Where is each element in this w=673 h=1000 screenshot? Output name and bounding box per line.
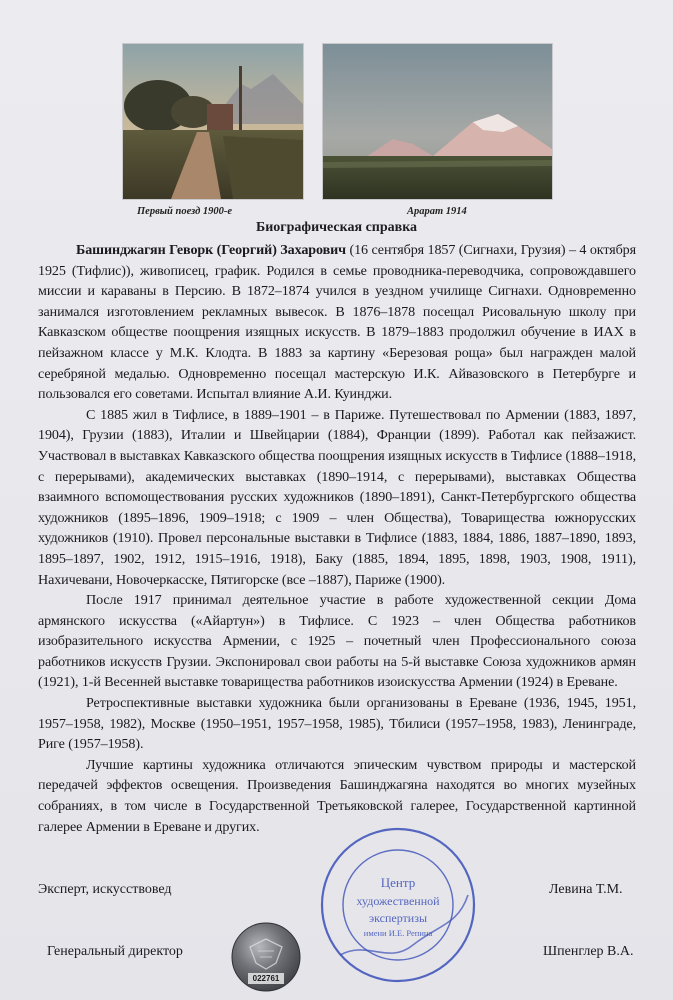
paragraph-text: (16 сентября 1857 (Сигнахи, Грузия) – 4 октября 1925 (Тифлис)), живописец, график. Родился в семье проводника-переводчика, сопровождавшего миссии и караваны в Персию. В 1872–1874 учился в уездном училище Сигнахи. Одновременно занимался изготовлением рекламных вывесок. В 1876–1878 посещал Рисовальную школу при Кавказском обществе поощрения изящных искусств. В 1879–1883 продолжил обучение в ИАХ в пейзажном классе у М.К. Клодта. В 1883 за картину «Березовая роща» был награжден малой серебряной медалью. Одновременно посещал мастерскую И.К. Айвазовского в Петербурге и пользовался его советами. Испытал влияние А.И. Куинджи. (38, 242, 636, 403)
organization-stamp (318, 825, 478, 985)
paragraph (38, 693, 636, 755)
svg-text:экспертизы: экспертизы (368, 911, 428, 925)
director-name: Шпенглер В.А. (543, 944, 634, 959)
svg-text:Центр: Центр (380, 875, 416, 890)
document-heading: Биографическая справка (255, 220, 418, 235)
paragraph (38, 405, 636, 590)
paragraph-text: Лучшие картины художника отличаются эпическим чувством природы и мастерской передачей эффектов освещения. Произведения Башинджагяна находятся во многих музейных собраниях, в том числе в Государственной Третьяковской галерее, Государственной картинной галерее Армении в Ереване и других. (38, 756, 636, 835)
painting-caption: Первый поезд 1900-е (137, 206, 233, 217)
expert-role: Эксперт, искусствовед (38, 882, 172, 897)
hologram-seal (230, 921, 302, 993)
seal-number: 022761 (252, 974, 280, 983)
svg-text:имени И.Е. Репина: имени И.Е. Репина (363, 928, 433, 938)
painting-ararat (323, 44, 552, 199)
director-role: Генеральный директор (47, 944, 183, 959)
artist-name: Башинджагян Геворк (Георгий) Захарович (76, 242, 346, 258)
biography-text (38, 240, 636, 837)
expert-name: Левина Т.М. (549, 882, 623, 897)
painting-first-train (123, 44, 303, 199)
paragraph-text: С 1885 жил в Тифлисе, в 1889–1901 – в Париже. Путешествовал по Армении (1883, 1897, 1904), Грузии (1883), Италии и Швейцарии (1884), Франции (1899). Работал как пейзажист. Участвовал в выставках Кавказского общества поощрения изящных искусств в Тифлисе (1888–1918, с перерывами), академических выставках (1890–1914, с перерывами), выставках Общества взаимного вспомоществования русских художников (1890–1891), Санкт-Петербургского общества художников (1895–1896, 1909–1918; с 1909 – член Общества), Товарищества южнорусских художников (1910). Провел персональные выставки в Тифлисе (1883, 1884, 1886, 1887–1890, 1893, 1895–1897, 1902, 1912, 1915–1916, 1918), Баку (1885, 1894, 1895, 1898, 1903, 1908, 1911), Нахичевани, Новочеркасске, Пятигорске (все –1887), Париже (1900). (38, 406, 636, 588)
paragraph-text: После 1917 принимал деятельное участие в работе художественной секции Дома армянского искусства («Айартун») в Тифлисе. С 1923 – член Общества работников изобразительного искусства Армении, с 1925 – почетный член Профессионального союза работников искусств Грузии. Экспонировал свои работы на 5-й выставке Союза художников армян (1921), 1-й Весенней выставке товарищества работников изоискусства Армении (1924) в Ереване. (38, 592, 636, 691)
painting-caption: Арарат 1914 (407, 206, 467, 217)
svg-text:художественной: художественной (356, 894, 440, 908)
paragraph (38, 590, 636, 693)
paragraph-text: Ретроспективные выставки художника были организованы в Ереване (1936, 1945, 1951, 1957–1958, 1982), Москве (1950–1951, 1957–1958, 1985), Тбилиси (1957–1958, 1983), Ленинграде, Риге (1957–1958). (38, 695, 636, 753)
paragraph (38, 240, 636, 405)
